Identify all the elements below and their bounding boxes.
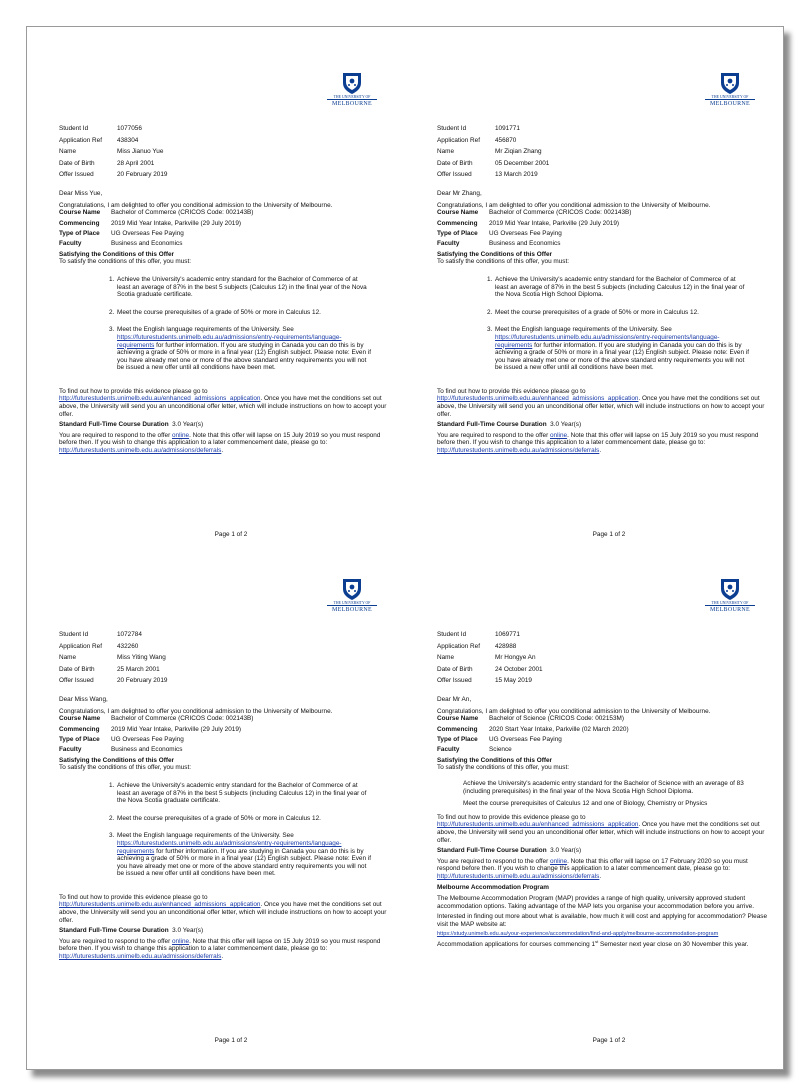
label-offer-issued: Offer Issued [437, 677, 472, 684]
label-dob: Date of Birth [437, 665, 473, 673]
evidence-link[interactable]: http://futurestudents.unimelb.edu.au/enhanced_admissions_application [59, 395, 261, 403]
conditions-list [59, 276, 389, 372]
application-ref: 438304 [117, 136, 139, 144]
offer-issued: 20 February 2019 [117, 171, 168, 178]
label-application-ref: Application Ref [437, 642, 480, 650]
online-link[interactable]: online [172, 431, 190, 439]
crest-icon [718, 71, 742, 95]
university-logo [327, 577, 377, 613]
student-id: 1077056 [117, 125, 142, 132]
respond-paragraph: You are required to respond to the offer online. Note that this offer will lapse on 17 February 2020 so you must respond before then. If you wish to change this application to a later commencement date, please go to: http://futurestudents.unimelb.edu.au/admissions/deferrals. [437, 857, 748, 880]
course-name: Bachelor of Commerce (CRICOS Code: 002143B) [111, 715, 254, 723]
condition-item: 2. Meet the course prerequisites of a grade of 50% or more in Calculus 12. [109, 308, 321, 316]
commencing: 2019 Mid Year Intake, Parkville (29 July 2019) [489, 219, 620, 227]
student-details [437, 631, 543, 689]
accommodation-interest: Interested in finding out more about what is available, how much it will cost and applying for accommodation? Please visit the MAP website at: [437, 913, 768, 928]
duration-value: 3.0 Year(s) [172, 927, 204, 935]
condition-item: 1. Achieve the University's academic entry standard for the Bachelor of Commerce of at least an average of 87% in the best 5 subjects (including Calculus 12) in the final year of the Nova Scotia graduate certificate. [109, 781, 367, 805]
accommodation-deadline: Accommodation applications for courses commencing 1st Semester next year close on 30 November this year. [437, 939, 749, 949]
duration-value: 3.0 Year(s) [172, 421, 204, 429]
date-of-birth: 28 April 2001 [117, 159, 155, 167]
page-number: Page 1 of 2 [214, 1037, 248, 1044]
language-requirements-link[interactable]: https://futurestudents.unimelb.edu.au/admissions/entry-requirements/language-requirements [117, 839, 342, 855]
deferrals-link[interactable]: http://futurestudents.unimelb.edu.au/admissions/deferrals [59, 953, 222, 961]
student-details [59, 631, 167, 689]
logo-line1: THE UNIVERSITY OF [711, 601, 749, 605]
label-course-name: Course Name [59, 209, 101, 217]
label-faculty: Faculty [59, 746, 82, 754]
label-name: Name [437, 148, 455, 155]
evidence-link[interactable]: http://futurestudents.unimelb.edu.au/enhanced_admissions_application [437, 395, 639, 403]
conditions-intro: To satisfy the conditions of this offer, you must: [59, 258, 192, 266]
conditions-heading: Satisfying the Conditions of this Offer [59, 250, 175, 258]
letter-body [59, 190, 389, 455]
condition-item: 2. Meet the course prerequisites of a grade of 50% or more in Calculus 12. [109, 814, 321, 822]
evidence-paragraph: To find out how to provide this evidence please go to http://futurestudents.unimelb.edu.au/enhanced_admissions_application. Once you have met the conditions set out above, the University will send you an unconditional offer letter, which will include instructions on how to accept your offer. [59, 387, 387, 418]
label-course-name: Course Name [437, 715, 479, 723]
university-logo [705, 71, 755, 107]
label-name: Name [59, 148, 77, 155]
offer-issued: 20 February 2019 [117, 677, 168, 684]
conditions-intro: To satisfy the conditions of this offer, you must: [437, 258, 570, 266]
offer-letter-1 [57, 67, 405, 551]
type-of-place: UG Overseas Fee Paying [489, 735, 562, 743]
condition-item: 1. Achieve the University's academic entry standard for the Bachelor of Commerce of at least an average of 87% in the best 5 subjects (including Calculus 12) in the final year of the Nova Scotia High School Diploma. [487, 275, 745, 299]
course-name: Bachelor of Science (CRICOS Code: 002153M) [489, 715, 624, 723]
type-of-place: UG Overseas Fee Paying [489, 229, 562, 237]
duration-label: Standard Full-Time Course Duration [437, 421, 547, 429]
student-name: Mr Hongye An [495, 654, 536, 661]
respond-paragraph: You are required to respond to the offer online. Note that this offer will lapse on 15 July 2019 so you must respond before then. If you wish to change this application to a later commencement date, please go to: http://futurestudents.unimelb.edu.au/admissions/deferrals. [437, 431, 759, 455]
conditions-list [463, 780, 753, 808]
logo-line2: MELBOURNE [327, 605, 377, 613]
respond-paragraph: You are required to respond to the offer online. Note that this offer will lapse on 15 July 2019 so you must respond before then. If you wish to change this application to a later commencement date, please go to: http://futurestudents.unimelb.edu.au/admissions/deferrals. [59, 431, 381, 455]
conditions-list [59, 782, 389, 878]
student-details [59, 125, 167, 183]
label-faculty: Faculty [59, 240, 82, 248]
logo-line2: MELBOURNE [705, 99, 755, 107]
greeting: Dear Mr Zhang, [437, 190, 482, 197]
faculty: Business and Economics [111, 240, 183, 248]
condition-item: 3. Meet the English language requirements of the University. See https://futurestudents.unimelb.edu.au/admissions/entry-requirements/language-requirements for further information. If you are studying in Canada you can do this is by achieving a grade of 50% or more in a final year (12) English subject. Please note: Even if you have already met one or more of the above standard entry requirements you will not be issued a new offer until all conditions have been met. [487, 326, 749, 372]
congratulations-text: Congratulations, I am delighted to offer you conditional admission to the University of Melbourne. [437, 201, 711, 209]
label-type-of-place: Type of Place [437, 735, 478, 743]
logo-line2: MELBOURNE [327, 99, 377, 107]
condition-item: 3. Meet the English language requirements of the University. See https://futurestudents.unimelb.edu.au/admissions/entry-requirements/language-requirements for further information. If you are studying in Canada you can do this is by achieving a grade of 50% or more in a final year (12) English subject. Please note: Even if you have already met one or more of the above standard entry requirements you will not be issued a new offer until all conditions have been met. [109, 326, 371, 372]
condition-item: 3. Meet the English language requirements of the University. See https://futurestudents.unimelb.edu.au/admissions/entry-requirements/language-requirements for further information. If you are studying in Canada you can do this is by achieving a grade of 50% or more in a final year (12) English subject. Please note: Even if you have already met one or more of the above standard entry requirements you will not be issued a new offer until all conditions have been met. [109, 832, 371, 878]
conditions-heading: Satisfying the Conditions of this Offer [437, 250, 553, 258]
logo-line1: THE UNIVERSITY OF [333, 95, 371, 99]
faculty: Science [489, 746, 512, 754]
label-offer-issued: Offer Issued [437, 171, 472, 178]
accommodation-intro: The Melbourne Accommodation Program (MAP) provides a range of high quality, university approved student accommodation options. Taking advantage of the MAP lets you organise your accommodation before you arrive. [437, 895, 754, 910]
letter-body [437, 190, 767, 455]
logo-line2: MELBOURNE [705, 605, 755, 613]
offer-letter-2 [435, 67, 783, 551]
label-application-ref: Application Ref [437, 136, 480, 144]
document-sheet [26, 26, 784, 1070]
commencing: 2020 Start Year Intake, Parkville (02 March 2020) [489, 725, 629, 733]
condition-item: 1. Achieve the University's academic entry standard for the Bachelor of Commerce of at least an average of 87% in the best 5 subjects (Calculus 12) in the final year of the Nova Scotia graduate certificate. [109, 275, 367, 299]
university-logo [705, 577, 755, 613]
commencing: 2019 Mid Year Intake, Parkville (29 July 2019) [111, 219, 242, 227]
label-student-id: Student Id [437, 125, 467, 132]
label-offer-issued: Offer Issued [59, 677, 94, 684]
label-application-ref: Application Ref [59, 136, 102, 144]
faculty: Business and Economics [489, 240, 561, 248]
respond-paragraph: You are required to respond to the offer online. Note that this offer will lapse on 15 July 2019 so you must respond before then. If you wish to change this application to a later commencement date, please go to: http://futurestudents.unimelb.edu.au/admissions/deferrals. [59, 937, 381, 961]
letter-body [437, 696, 767, 949]
language-requirements-link[interactable]: https://futurestudents.unimelb.edu.au/admissions/entry-requirements/language-requirements [117, 333, 342, 349]
label-course-name: Course Name [59, 715, 101, 723]
conditions-heading: Satisfying the Conditions of this Offer [437, 756, 553, 764]
duration-value: 3.0 Year(s) [550, 847, 582, 855]
accommodation-link[interactable]: https://study.unimelb.edu.au/your-experience/accommodation/find-and-apply/melbourne-accommodation-program [437, 931, 719, 938]
online-link[interactable]: online [172, 937, 190, 945]
label-type-of-place: Type of Place [59, 229, 100, 237]
condition-item: 2. Meet the course prerequisites of a grade of 50% or more in Calculus 12. [487, 308, 699, 316]
label-faculty: Faculty [437, 240, 460, 248]
course-name: Bachelor of Commerce (CRICOS Code: 002143B) [111, 209, 254, 217]
greeting: Dear Miss Yue, [59, 190, 103, 197]
student-name: Miss Yiting Wang [117, 654, 166, 661]
duration-label: Standard Full-Time Course Duration [437, 847, 547, 855]
logo-line1: THE UNIVERSITY OF [333, 601, 371, 605]
offer-letter-4 [435, 573, 783, 1057]
conditions-intro: To satisfy the conditions of this offer, you must: [59, 764, 192, 772]
offer-letter-3 [57, 573, 405, 1057]
label-commencing: Commencing [437, 725, 478, 733]
label-type-of-place: Type of Place [437, 229, 478, 237]
label-commencing: Commencing [59, 725, 100, 733]
logo-line1: THE UNIVERSITY OF [711, 95, 749, 99]
student-id: 1072784 [117, 631, 142, 638]
date-of-birth: 24 October 2001 [495, 665, 543, 673]
application-ref: 456870 [495, 136, 517, 144]
student-id: 1069771 [495, 631, 520, 638]
evidence-link[interactable]: http://futurestudents.unimelb.edu.au/enhanced_admissions_application [437, 821, 639, 829]
crest-icon [340, 71, 364, 95]
conditions-list [437, 276, 767, 372]
student-details [437, 125, 549, 183]
university-logo [327, 71, 377, 107]
label-commencing: Commencing [59, 219, 100, 227]
label-student-id: Student Id [59, 631, 89, 638]
conditions-heading: Satisfying the Conditions of this Offer [59, 756, 175, 764]
application-ref: 428988 [495, 642, 517, 650]
label-student-id: Student Id [59, 125, 89, 132]
label-faculty: Faculty [437, 746, 460, 754]
commencing: 2019 Mid Year Intake, Parkville (29 July 2019) [111, 725, 242, 733]
crest-icon [718, 577, 742, 601]
application-ref: 432260 [117, 642, 139, 650]
crest-icon [340, 577, 364, 601]
greeting: Dear Mr An, [437, 696, 472, 703]
faculty: Business and Economics [111, 746, 183, 754]
page-number: Page 1 of 2 [592, 1037, 626, 1044]
label-dob: Date of Birth [59, 159, 95, 167]
date-of-birth: 05 December 2001 [495, 159, 550, 167]
page-number: Page 1 of 2 [214, 531, 248, 538]
type-of-place: UG Overseas Fee Paying [111, 735, 184, 743]
label-commencing: Commencing [437, 219, 478, 227]
evidence-link[interactable]: http://futurestudents.unimelb.edu.au/enhanced_admissions_application [59, 901, 261, 909]
student-name: Miss Jianuo Yue [117, 148, 164, 155]
evidence-paragraph: To find out how to provide this evidence please go to http://futurestudents.unimelb.edu.au/enhanced_admissions_application. Once you have met the conditions set out above, the University will send you an unconditional offer letter, which will include instructions on how to accept your offer. [437, 813, 765, 844]
deferrals-link[interactable]: http://futurestudents.unimelb.edu.au/admissions/deferrals [437, 447, 600, 455]
letter-body [59, 696, 389, 961]
congratulations-text: Congratulations, I am delighted to offer you conditional admission to the University of Melbourne. [59, 707, 333, 715]
label-offer-issued: Offer Issued [59, 171, 94, 178]
label-name: Name [59, 654, 77, 661]
language-requirements-link[interactable]: https://futurestudents.unimelb.edu.au/admissions/entry-requirements/language-requirements [495, 333, 720, 349]
greeting: Dear Miss Wang, [59, 696, 108, 703]
type-of-place: UG Overseas Fee Paying [111, 229, 184, 237]
student-name: Mr Ziqian Zhang [495, 148, 542, 155]
online-link[interactable]: online [550, 431, 568, 439]
congratulations-text: Congratulations, I am delighted to offer you conditional admission to the University of Melbourne. [59, 201, 333, 209]
accommodation-heading: Melbourne Accommodation Program [437, 884, 549, 892]
page-number: Page 1 of 2 [592, 531, 626, 538]
condition-item: Meet the course prerequisites of Calculus 12 and one of Biology, Chemistry or Physics [463, 800, 708, 808]
label-course-name: Course Name [437, 209, 479, 217]
deferrals-link[interactable]: http://futurestudents.unimelb.edu.au/admissions/deferrals [59, 447, 222, 455]
offer-issued: 15 May 2019 [495, 677, 532, 684]
duration-label: Standard Full-Time Course Duration [59, 927, 169, 935]
offer-issued: 13 March 2019 [495, 171, 538, 178]
label-application-ref: Application Ref [59, 642, 102, 650]
label-student-id: Student Id [437, 631, 467, 638]
student-id: 1091771 [495, 125, 520, 132]
course-name: Bachelor of Commerce (CRICOS Code: 002143B) [489, 209, 632, 217]
duration-value: 3.0 Year(s) [550, 421, 582, 429]
label-name: Name [437, 654, 455, 661]
congratulations-text: Congratulations, I am delighted to offer you conditional admission to the University of Melbourne. [437, 707, 711, 715]
evidence-paragraph: To find out how to provide this evidence please go to http://futurestudents.unimelb.edu.au/enhanced_admissions_application. Once you have met the conditions set out above, the University will send you an unconditional offer letter, which will include instructions on how to accept your offer. [437, 387, 765, 418]
duration-label: Standard Full-Time Course Duration [59, 421, 169, 429]
online-link[interactable]: online [550, 857, 568, 865]
evidence-paragraph: To find out how to provide this evidence please go to http://futurestudents.unimelb.edu.au/enhanced_admissions_application. Once you have met the conditions set out above, the University will send you an unconditional offer letter, which will include instructions on how to accept your offer. [59, 893, 387, 924]
label-dob: Date of Birth [59, 665, 95, 673]
conditions-intro: To satisfy the conditions of this offer, you must: [437, 764, 570, 772]
label-type-of-place: Type of Place [59, 735, 100, 743]
condition-item: Achieve the University's academic entry standard for the Bachelor of Science with an average of 83 (including prerequisites) in the final year of the Nova Scotia High School Diploma. [463, 779, 744, 795]
date-of-birth: 25 March 2001 [117, 665, 160, 673]
label-dob: Date of Birth [437, 159, 473, 167]
deferrals-link[interactable]: http://futurestudents.unimelb.edu.au/admissions/deferrals [437, 872, 600, 880]
